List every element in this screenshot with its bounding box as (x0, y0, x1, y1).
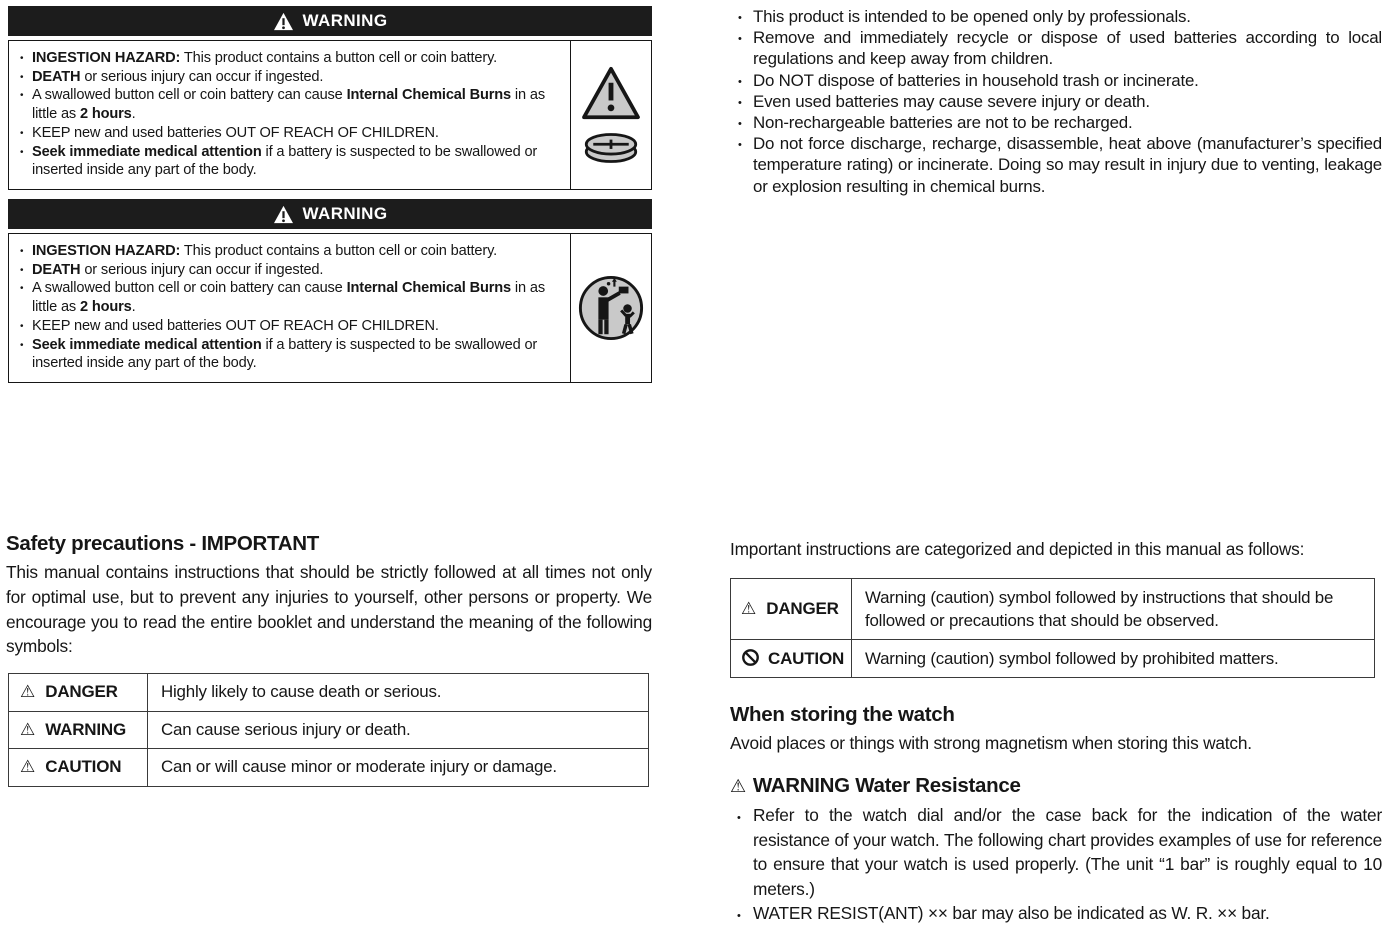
instruction-categories-section (730, 539, 1382, 678)
categories-intro: Important instructions are categorized and depicted in this manual as follows: (730, 539, 1305, 559)
table-row-danger (731, 579, 1375, 640)
bullet-item: • A swallowed button cell or coin battery can cause Internal Chemical Burns in as little as 2 hours. (17, 86, 566, 123)
warning-label-cell (9, 711, 148, 749)
warning-header-label: WARNING (302, 204, 388, 223)
warning-header-bar (8, 6, 652, 36)
warning-box-children (8, 199, 652, 383)
severity-symbols-table (8, 673, 649, 787)
storing-heading: When storing the watch (730, 703, 955, 726)
safety-precautions-heading: Safety precautions - IMPORTANT (6, 532, 319, 555)
bullet-item: • Seek immediate medical attention if a battery is suspected to be swallowed or inserted inside any part of the body. (17, 143, 566, 180)
water-resistance-heading (730, 774, 1382, 798)
bullet-item: • INGESTION HAZARD: This product contains a button cell or coin battery. (17, 242, 566, 261)
warning-label: WARNING (45, 719, 127, 739)
table-row-caution (9, 749, 649, 787)
danger-description: Highly likely to cause death or serious. (148, 674, 649, 712)
bullet-item: • Seek immediate medical attention if a battery is suspected to be swallowed or inserted inside any part of the body. (17, 336, 566, 373)
table-row-warning (9, 711, 649, 749)
bullet-item: • Do NOT dispose of batteries in household trash or incinerate. (730, 70, 1382, 91)
warning-box-body (8, 233, 652, 383)
danger-label-cell (9, 674, 148, 712)
warning-triangle-icon (273, 205, 294, 224)
bullet-item: • DEATH or serious injury can occur if ingested. (17, 68, 566, 87)
warning-triangle-icon: ⚠ (20, 719, 36, 739)
warning-bullet-list (17, 242, 566, 373)
warning-triangle-icon: ⚠ (741, 599, 757, 618)
bullet-item: • Remove and immediately recycle or dispose of used batteries according to local regulations and keep away from children. (730, 27, 1382, 69)
categories-table (730, 578, 1375, 678)
table-row-caution (731, 640, 1375, 678)
danger-label: DANGER (45, 682, 118, 702)
caution-label-cell (731, 640, 852, 678)
caution-label: CAUTION (45, 757, 122, 777)
warning-header-label: WARNING (302, 11, 388, 30)
danger-description: Warning (caution) symbol followed by instructions that should be followed or precautions that should be observed. (852, 579, 1375, 640)
bullet-item: • KEEP new and used batteries OUT OF REACH OF CHILDREN. (17, 317, 566, 336)
warning-box-battery (8, 6, 652, 190)
bullet-item: • A swallowed button cell or coin battery can cause Internal Chemical Burns in as little as 2 hours. (17, 279, 566, 316)
warning-text-area (9, 41, 570, 189)
warning-triangle-icon: ⚠ (20, 757, 36, 777)
bullet-item: • INGESTION HAZARD: This product contains a button cell or coin battery. (17, 49, 566, 68)
bullet-item: • This product is intended to be opened only by professionals. (730, 6, 1382, 27)
danger-label-cell (731, 579, 852, 640)
bullet-item: • Non-rechargeable batteries are not to be recharged. (730, 112, 1382, 133)
battery-precautions-list (730, 6, 1382, 197)
warning-box-body (8, 40, 652, 190)
bullet-item: • Refer to the watch dial and/or the case back for the indication of the water resistance of your watch. The following chart provides examples of use for reference to ensure that your watch is used properly. (The unit “1 bar” is roughly equal to 10 meters.) (730, 803, 1382, 901)
warning-text-area (9, 234, 570, 382)
bullet-item: • WATER RESIST(ANT) ×× bar may also be indicated as W. R. ×× bar. (730, 901, 1382, 926)
keep-away-from-children-icon (577, 274, 645, 342)
warning-triangle-icon (273, 12, 294, 31)
storing-body: Avoid places or things with strong magnetism when storing this watch. (730, 733, 1252, 753)
water-resistance-heading-label: WARNING Water Resistance (752, 774, 1021, 797)
bullet-item: • Do not force discharge, recharge, disassemble, heat above (manufacturer’s specified temperature rating) or incinerate. Doing so may result in injury due to venting, leakage or explosion resulting in chemical burns. (730, 133, 1382, 197)
caution-label: CAUTION (768, 649, 845, 668)
table-row-danger (9, 674, 649, 712)
storing-watch-section (730, 703, 1382, 756)
bullet-item: • KEEP new and used batteries OUT OF REACH OF CHILDREN. (17, 124, 566, 143)
caution-description: Warning (caution) symbol followed by prohibited matters. (852, 640, 1375, 678)
battery-precautions-list-section (730, 6, 1382, 197)
caution-description: Can or will cause minor or moderate injury or damage. (148, 749, 649, 787)
caution-label-cell (9, 749, 148, 787)
coin-battery-icon (583, 132, 639, 164)
warning-icon-column (570, 41, 651, 189)
safety-precautions-body: This manual contains instructions that should be strictly followed at all times not only for optimal use, but to prevent any injuries to yourself, other persons or property. We encourage you to read the entire booklet and understand the meaning of the following symbols: (6, 562, 652, 657)
bullet-item: • Even used batteries may cause severe injury or death. (730, 91, 1382, 112)
safety-precautions-section (6, 532, 652, 659)
water-resistance-section (730, 774, 1382, 926)
prohibited-circle-icon (741, 648, 760, 667)
water-resistance-list (730, 803, 1382, 926)
warning-bullet-list (17, 49, 566, 180)
warning-triangle-icon: ⚠ (20, 682, 36, 702)
bullet-item: • DEATH or serious injury can occur if ingested. (17, 261, 566, 280)
danger-label: DANGER (766, 599, 839, 618)
warning-header-bar (8, 199, 652, 229)
warning-icon-column (570, 234, 651, 382)
warning-description: Can cause serious injury or death. (148, 711, 649, 749)
hazard-triangle-icon (581, 66, 641, 120)
warning-triangle-icon: ⚠ (730, 776, 746, 796)
